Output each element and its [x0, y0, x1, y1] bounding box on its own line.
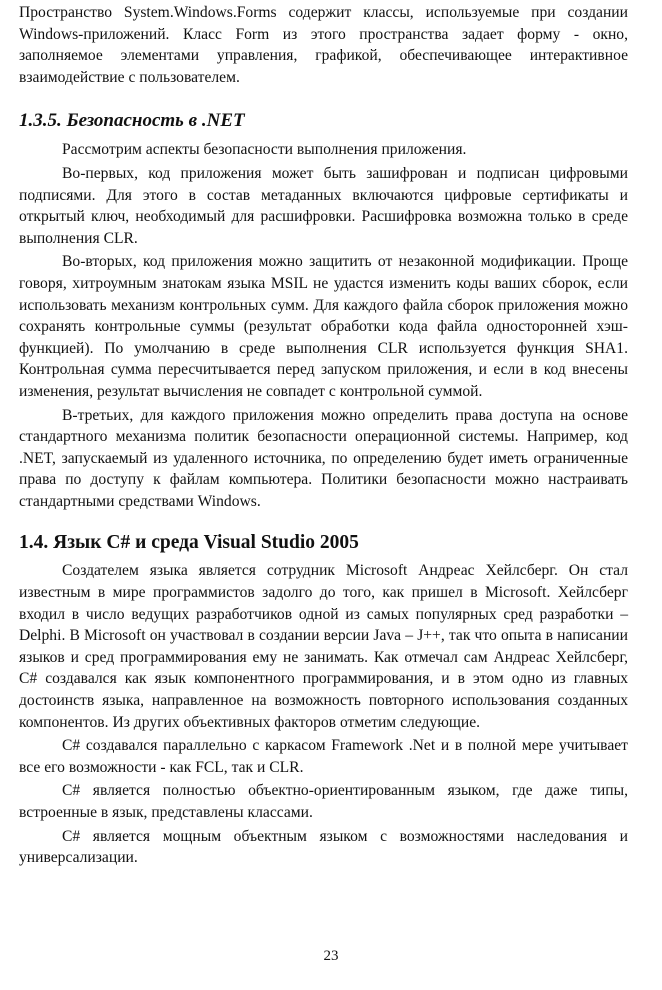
paragraph: Рассмотрим аспекты безопасности выполнения приложения.: [62, 141, 467, 159]
section-heading-1-3-5: 1.3.5. Безопасность в .NET: [19, 110, 245, 132]
paragraph: Во-вторых, код приложения можно защитить от незаконной модификации. Проще говоря, хитроумным знатокам языка MSIL не удастся изменить коды ваших сборок, если использовать механизм контрольных сумм. Для каждого файла сборок приложения можно сохранять контрольные суммы (результат обработки кода файла односторонней хэш-функцией). По умолчанию в среде выполнения CLR используется функция SHA1. Контрольная сумма пересчитывается перед запуском приложения, и если в код внесены изменения, результат вычисления не совпадет с контрольной суммой.: [19, 253, 628, 400]
paragraph: Создателем языка является сотрудник Microsoft Андреас Хейлсберг. Он стал известным в мире программистов задолго до того, как пришел в Microsoft. Хейлсберг входил в число ведущих разработчиков одной из самых популярных сред разработки – Delphi. В Microsoft он участвовал в создании версии Java – J++, так что опыта в написании языков и сред программирования ему не занимать. Как отмечал сам Андреас Хейлсберг, C# создавался как язык компонентного программирования, и в этом одно из главных достоинств языка, направленное на возможность повторного использования созданных компонентов. Из других объективных факторов отметим следующие.: [19, 562, 628, 731]
page-number: 23: [323, 948, 339, 964]
section-heading-1-4: 1.4. Язык C# и среда Visual Studio 2005: [19, 532, 359, 554]
paragraph: C# является мощным объектным языком с возможностями наследования и универсализации.: [19, 827, 628, 867]
paragraph: В-третьих, для каждого приложения можно определить права доступа на основе стандартного механизма политик безопасности операционной системы. Например, код .NET, запускаемый из удаленного источника, по определению будет иметь ограниченные права по доступу к файлам компьютера. Политики безопасности можно настраивать стандартными средствами Windows.: [19, 406, 628, 510]
paragraph: C# создавался параллельно с каркасом Framework .Net и в полной мере учитывает все его возможности - как FCL, так и CLR.: [19, 737, 628, 776]
paragraph: Во-первых, код приложения может быть зашифрован и подписан цифровыми подписями. Для этого в состав метаданных включаются цифровые сертификаты и открытый ключ, необходимый для расшифровки. Расшифровка возможна только в среде выполнения CLR.: [19, 164, 628, 247]
page-content: [19, 2, 628, 869]
intro-paragraph: Пространство System.Windows.Forms содержит классы, используемые при создании Windows-приложений. Класс Form из этого пространства задает форму - окно, заполняемое элементами управления, графикой, обеспечивающее интерактивное взаимодействие с пользователем.: [19, 4, 628, 86]
paragraph: C# является полностью объектно-ориентированным языком, где даже типы, встроенные в язык, представлены классами.: [19, 782, 628, 821]
